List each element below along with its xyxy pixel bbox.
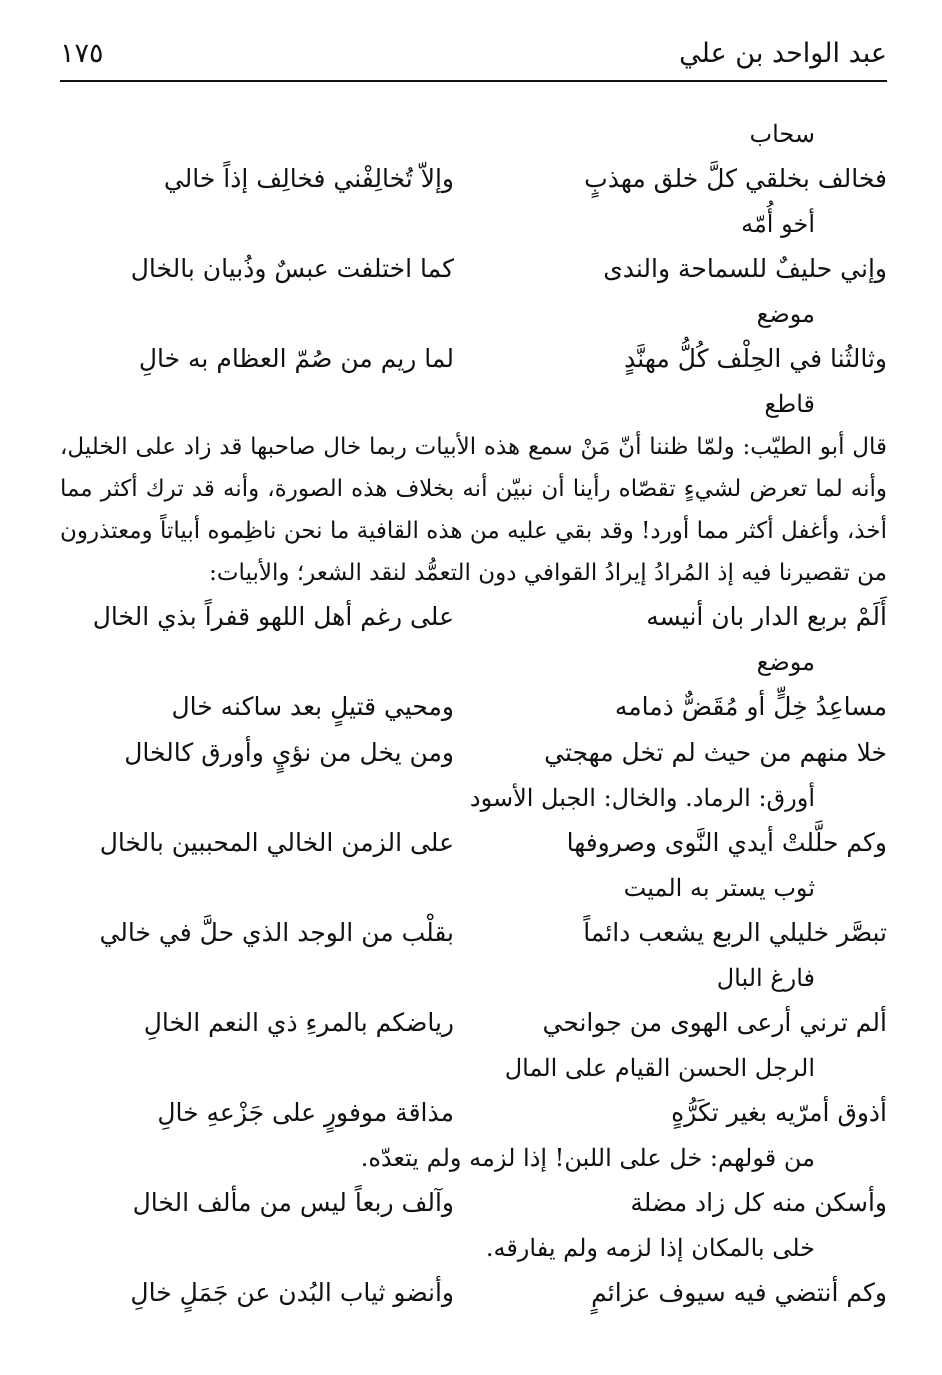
verse-second-hemistich: ومحيي قتيلٍ بعد ساكنه خال [171, 692, 454, 721]
verse-line [60, 594, 887, 640]
verse-second-hemistich: كما اختلفت عبسٌ وذُبيان بالخال [130, 254, 454, 283]
gloss-note: موضع [756, 300, 815, 328]
gloss-note: سحاب [749, 120, 815, 148]
verse-second-hemistich: وأنضو ثياب البُدن عن جَمَلٍ خالِ [130, 1278, 454, 1307]
gloss-note: من قولهم: خل على اللبن! إذا لزمه ولم يتعدّه. [360, 1144, 815, 1172]
verse-first-hemistich: أذوق أمرّيه بغير تكَرُّهٍ [671, 1098, 887, 1127]
verse-first-hemistich: أَلَمْ بربع الدار بان أنيسه [646, 602, 887, 631]
verse-line [60, 1180, 887, 1226]
verse-first-hemistich: فخالف بخلقي كلَّ خلق مهذبٍ [584, 164, 887, 193]
verse-line [60, 1270, 887, 1316]
verse-line [60, 1000, 887, 1046]
verse-first-hemistich: وثالثُنا في الحِلْف كُلُّ مهنَّدٍ [624, 344, 887, 373]
verse-first-hemistich: وإني حليفٌ للسماحة والندى [603, 254, 887, 283]
verse-line [60, 1090, 887, 1136]
gloss-note: أورق: الرماد. والخال: الجبل الأسود [469, 784, 815, 812]
verse-second-hemistich: ومن يخل من نؤيٍ وأورق كالخال [124, 738, 454, 767]
verse-second-hemistich: لما ريم من صُمّ العظام به خالِ [138, 344, 454, 373]
page-content [60, 112, 887, 1316]
gloss-note: فارغ البال [716, 964, 815, 992]
verse-line [60, 246, 887, 292]
verse-second-hemistich: وإلاّ تُخالِفْني فخالِف إذاً خالي [163, 164, 454, 193]
verse-second-hemistich: مذاقة موفورٍ على جَزْعهِ خالِ [157, 1098, 454, 1127]
prose-paragraph: قال أبو الطيّب: ولمّا ظننا أنّ مَنْ سمع هذه الأبيات ربما خال صاحبها قد زاد على الخليل، وأنه لما تعرض لشيءٍ تقصّاه رأينا أن نبيّن أنه بخلاف هذه الصورة، وأنه قد ترك أكثر مما أخذ، وأغفل أكثر مما أورد! وقد بقي عليه من هذه القافية ما نحن ناظِموه أبياتاً ومعتذرون من تقصيرنا فيه إذ المُرادُ إيرادُ القوافي دون التعمُّد لنقد الشعر؛ والأبيات: [60, 434, 887, 586]
verse-second-hemistich: بقلْب من الوجد الذي حلَّ في خالي [99, 918, 454, 947]
verse-line [60, 336, 887, 382]
gloss-note: أخو أُمّه [741, 210, 815, 238]
verse-second-hemistich: على الزمن الخالي المحببين بالخال [99, 828, 454, 857]
gloss-note: خلى بالمكان إذا لزمه ولم يفارقه. [485, 1234, 815, 1262]
gloss-note: الرجل الحسن القيام على المال [504, 1054, 815, 1082]
verse-first-hemistich: تبصَّر خليلي الربع يشعب دائماً [583, 918, 887, 947]
verse-first-hemistich: ألم ترني أرعى الهوى من جوانحي [542, 1008, 887, 1037]
verse-first-hemistich: خلا منهم من حيث لم تخل مهجتي [544, 738, 887, 767]
verse-line [60, 820, 887, 866]
gloss-note: موضع [756, 648, 815, 676]
verse-first-hemistich: وكم أنتضي فيه سيوف عزائمٍ [591, 1278, 887, 1307]
running-header [60, 34, 887, 82]
verse-first-hemistich: مساعِدُ خِلٍّ أو مُقَضٌّ ذمامه [614, 692, 887, 721]
verse-first-hemistich: وكم حلَّلتْ أيدي النَّوى وصروفها [566, 828, 887, 857]
gloss-note: قاطع [764, 390, 815, 418]
page-number: ١٧٥ [60, 38, 104, 69]
verse-second-hemistich: وآلف ربعاً ليس من مألف الخال [132, 1188, 454, 1217]
header-title: عبد الواحد بن علي [679, 38, 887, 69]
verse-line [60, 684, 887, 730]
verse-line [60, 156, 887, 202]
verse-first-hemistich: وأسكن منه كل زاد مضلة [630, 1188, 887, 1217]
verse-line [60, 730, 887, 776]
verse-second-hemistich: رياضكم بالمرءِ ذي النعم الخالِ [143, 1008, 454, 1037]
verse-second-hemistich: على رغم أهل اللهو قفراً بذي الخال [92, 602, 454, 631]
verse-line [60, 910, 887, 956]
gloss-note: ثوب يستر به الميت [623, 874, 815, 902]
